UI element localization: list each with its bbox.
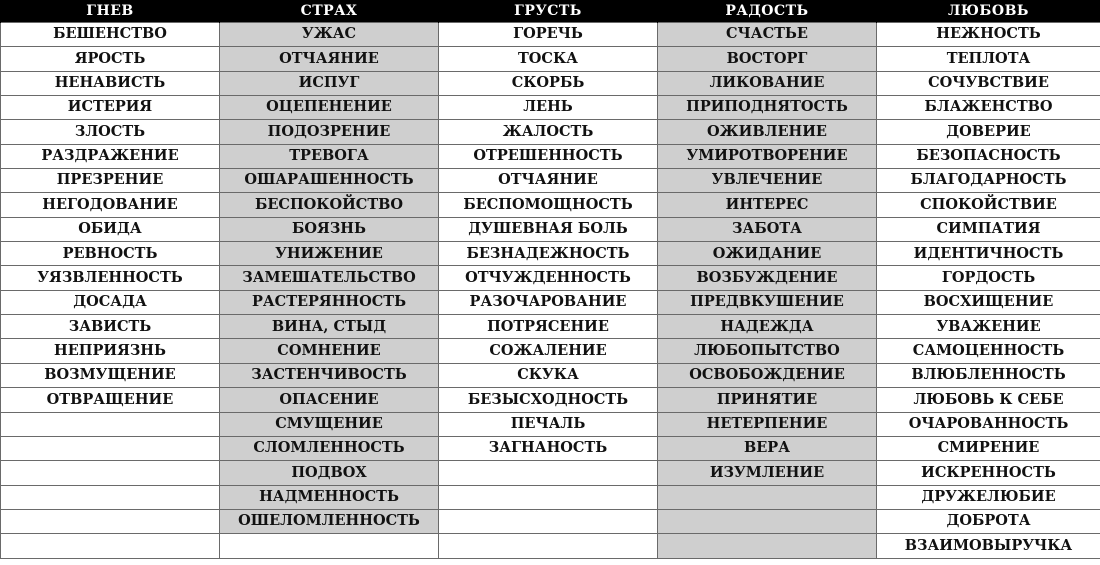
cell-fear: ОШАРАШЕННОСТЬ: [220, 169, 439, 193]
cell-sadness: [439, 461, 658, 485]
table-row: [1, 461, 1100, 485]
cell-fear: ВИНА, СТЫД: [220, 315, 439, 339]
table-row: [1, 339, 1100, 363]
cell-anger: ДОСАДА: [1, 290, 220, 314]
table-row: [1, 412, 1100, 436]
cell-joy: СЧАСТЬЕ: [658, 23, 877, 47]
cell-joy: ПРЕДВКУШЕНИЕ: [658, 290, 877, 314]
cell-anger: БЕШЕНСТВО: [1, 23, 220, 47]
table-row: [1, 47, 1100, 71]
cell-sadness: [439, 509, 658, 533]
cell-anger: РАЗДРАЖЕНИЕ: [1, 144, 220, 168]
cell-love: ВЛЮБЛЕННОСТЬ: [877, 363, 1100, 387]
column-header-love: ЛЮБОВЬ: [877, 0, 1100, 23]
cell-love: ИДЕНТИЧНОСТЬ: [877, 242, 1100, 266]
cell-fear: ПОДВОХ: [220, 461, 439, 485]
table-row: [1, 71, 1100, 95]
cell-anger: НЕГОДОВАНИЕ: [1, 193, 220, 217]
cell-joy: ВОЗБУЖДЕНИЕ: [658, 266, 877, 290]
cell-joy: ОЖИДАНИЕ: [658, 242, 877, 266]
cell-joy: УМИРОТВОРЕНИЕ: [658, 144, 877, 168]
cell-fear: [220, 534, 439, 558]
cell-sadness: ПОТРЯСЕНИЕ: [439, 315, 658, 339]
cell-love: НЕЖНОСТЬ: [877, 23, 1100, 47]
cell-fear: ИСПУГ: [220, 71, 439, 95]
cell-joy: [658, 534, 877, 558]
cell-anger: ИСТЕРИЯ: [1, 96, 220, 120]
cell-joy: ОЖИВЛЕНИЕ: [658, 120, 877, 144]
cell-sadness: БЕСПОМОЩНОСТЬ: [439, 193, 658, 217]
cell-sadness: ЛЕНЬ: [439, 96, 658, 120]
cell-sadness: СКУКА: [439, 363, 658, 387]
cell-sadness: СОЖАЛЕНИЕ: [439, 339, 658, 363]
cell-anger: УЯЗВЛЕННОСТЬ: [1, 266, 220, 290]
table-row: [1, 509, 1100, 533]
cell-joy: ПРИПОДНЯТОСТЬ: [658, 96, 877, 120]
cell-sadness: ЗАГНАНОСТЬ: [439, 436, 658, 460]
cell-joy: ВЕРА: [658, 436, 877, 460]
cell-fear: СЛОМЛЕННОСТЬ: [220, 436, 439, 460]
cell-love: ТЕПЛОТА: [877, 47, 1100, 71]
cell-love: ЛЮБОВЬ К СЕБЕ: [877, 388, 1100, 412]
cell-joy: НЕТЕРПЕНИЕ: [658, 412, 877, 436]
cell-anger: [1, 461, 220, 485]
cell-anger: НЕПРИЯЗНЬ: [1, 339, 220, 363]
cell-love: УВАЖЕНИЕ: [877, 315, 1100, 339]
cell-love: СМИРЕНИЕ: [877, 436, 1100, 460]
cell-anger: НЕНАВИСТЬ: [1, 71, 220, 95]
table-header: [1, 0, 1100, 23]
table-row: [1, 96, 1100, 120]
cell-love: ДРУЖЕЛЮБИЕ: [877, 485, 1100, 509]
cell-anger: ВОЗМУЩЕНИЕ: [1, 363, 220, 387]
cell-joy: ВОСТОРГ: [658, 47, 877, 71]
cell-love: ВЗАИМОВЫРУЧКА: [877, 534, 1100, 558]
cell-sadness: СКОРБЬ: [439, 71, 658, 95]
cell-love: СОЧУВСТВИЕ: [877, 71, 1100, 95]
cell-fear: ОТЧАЯНИЕ: [220, 47, 439, 71]
table-row: [1, 242, 1100, 266]
cell-sadness: ОТЧАЯНИЕ: [439, 169, 658, 193]
cell-sadness: ПЕЧАЛЬ: [439, 412, 658, 436]
column-header-joy: РАДОСТЬ: [658, 0, 877, 23]
cell-love: БЛАГОДАРНОСТЬ: [877, 169, 1100, 193]
cell-joy: ПРИНЯТИЕ: [658, 388, 877, 412]
cell-anger: РЕВНОСТЬ: [1, 242, 220, 266]
table-row: [1, 120, 1100, 144]
cell-love: САМОЦЕННОСТЬ: [877, 339, 1100, 363]
table-row: [1, 217, 1100, 241]
cell-love: СИМПАТИЯ: [877, 217, 1100, 241]
cell-fear: НАДМЕННОСТЬ: [220, 485, 439, 509]
cell-anger: ОБИДА: [1, 217, 220, 241]
cell-sadness: ГОРЕЧЬ: [439, 23, 658, 47]
cell-sadness: ДУШЕВНАЯ БОЛЬ: [439, 217, 658, 241]
table-row: [1, 193, 1100, 217]
cell-anger: ЗЛОСТЬ: [1, 120, 220, 144]
column-header-sadness: ГРУСТЬ: [439, 0, 658, 23]
cell-fear: ЗАМЕШАТЕЛЬСТВО: [220, 266, 439, 290]
cell-fear: УНИЖЕНИЕ: [220, 242, 439, 266]
cell-fear: СМУЩЕНИЕ: [220, 412, 439, 436]
cell-joy: НАДЕЖДА: [658, 315, 877, 339]
cell-love: ДОВЕРИЕ: [877, 120, 1100, 144]
cell-joy: ЗАБОТА: [658, 217, 877, 241]
column-header-fear: СТРАХ: [220, 0, 439, 23]
header-row: [1, 0, 1100, 23]
cell-love: ДОБРОТА: [877, 509, 1100, 533]
cell-anger: [1, 509, 220, 533]
cell-fear: УЖАС: [220, 23, 439, 47]
cell-sadness: РАЗОЧАРОВАНИЕ: [439, 290, 658, 314]
cell-joy: [658, 509, 877, 533]
cell-fear: ПОДОЗРЕНИЕ: [220, 120, 439, 144]
cell-fear: СОМНЕНИЕ: [220, 339, 439, 363]
cell-anger: ЗАВИСТЬ: [1, 315, 220, 339]
cell-joy: ЛЮБОПЫТСТВО: [658, 339, 877, 363]
cell-love: СПОКОЙСТВИЕ: [877, 193, 1100, 217]
column-header-anger: ГНЕВ: [1, 0, 220, 23]
cell-joy: ЛИКОВАНИЕ: [658, 71, 877, 95]
cell-anger: ПРЕЗРЕНИЕ: [1, 169, 220, 193]
cell-love: ОЧАРОВАННОСТЬ: [877, 412, 1100, 436]
table-row: [1, 388, 1100, 412]
cell-fear: ЗАСТЕНЧИВОСТЬ: [220, 363, 439, 387]
cell-love: БЛАЖЕНСТВО: [877, 96, 1100, 120]
table-row: [1, 169, 1100, 193]
table-row: [1, 315, 1100, 339]
cell-joy: [658, 485, 877, 509]
cell-sadness: ЖАЛОСТЬ: [439, 120, 658, 144]
table-row: [1, 534, 1100, 558]
cell-fear: ОПАСЕНИЕ: [220, 388, 439, 412]
table-body: [1, 23, 1100, 559]
table-row: [1, 23, 1100, 47]
cell-anger: ОТВРАЩЕНИЕ: [1, 388, 220, 412]
cell-anger: [1, 436, 220, 460]
table-row: [1, 144, 1100, 168]
cell-fear: БОЯЗНЬ: [220, 217, 439, 241]
cell-fear: ОЦЕПЕНЕНИЕ: [220, 96, 439, 120]
cell-sadness: [439, 534, 658, 558]
table-row: [1, 436, 1100, 460]
table-row: [1, 485, 1100, 509]
cell-sadness: [439, 485, 658, 509]
cell-anger: [1, 485, 220, 509]
cell-fear: РАСТЕРЯННОСТЬ: [220, 290, 439, 314]
cell-joy: ИЗУМЛЕНИЕ: [658, 461, 877, 485]
cell-sadness: ТОСКА: [439, 47, 658, 71]
cell-fear: БЕСПОКОЙСТВО: [220, 193, 439, 217]
cell-love: БЕЗОПАСНОСТЬ: [877, 144, 1100, 168]
cell-fear: ТРЕВОГА: [220, 144, 439, 168]
cell-sadness: БЕЗЫСХОДНОСТЬ: [439, 388, 658, 412]
cell-fear: ОШЕЛОМЛЕННОСТЬ: [220, 509, 439, 533]
cell-love: ИСКРЕННОСТЬ: [877, 461, 1100, 485]
table-row: [1, 266, 1100, 290]
cell-love: ВОСХИЩЕНИЕ: [877, 290, 1100, 314]
cell-anger: [1, 534, 220, 558]
table-row: [1, 290, 1100, 314]
table-row: [1, 363, 1100, 387]
cell-anger: [1, 412, 220, 436]
cell-anger: ЯРОСТЬ: [1, 47, 220, 71]
cell-joy: ОСВОБОЖДЕНИЕ: [658, 363, 877, 387]
cell-sadness: ОТРЕШЕННОСТЬ: [439, 144, 658, 168]
cell-sadness: ОТЧУЖДЕННОСТЬ: [439, 266, 658, 290]
cell-sadness: БЕЗНАДЕЖНОСТЬ: [439, 242, 658, 266]
cell-joy: УВЛЕЧЕНИЕ: [658, 169, 877, 193]
cell-joy: ИНТЕРЕС: [658, 193, 877, 217]
cell-love: ГОРДОСТЬ: [877, 266, 1100, 290]
